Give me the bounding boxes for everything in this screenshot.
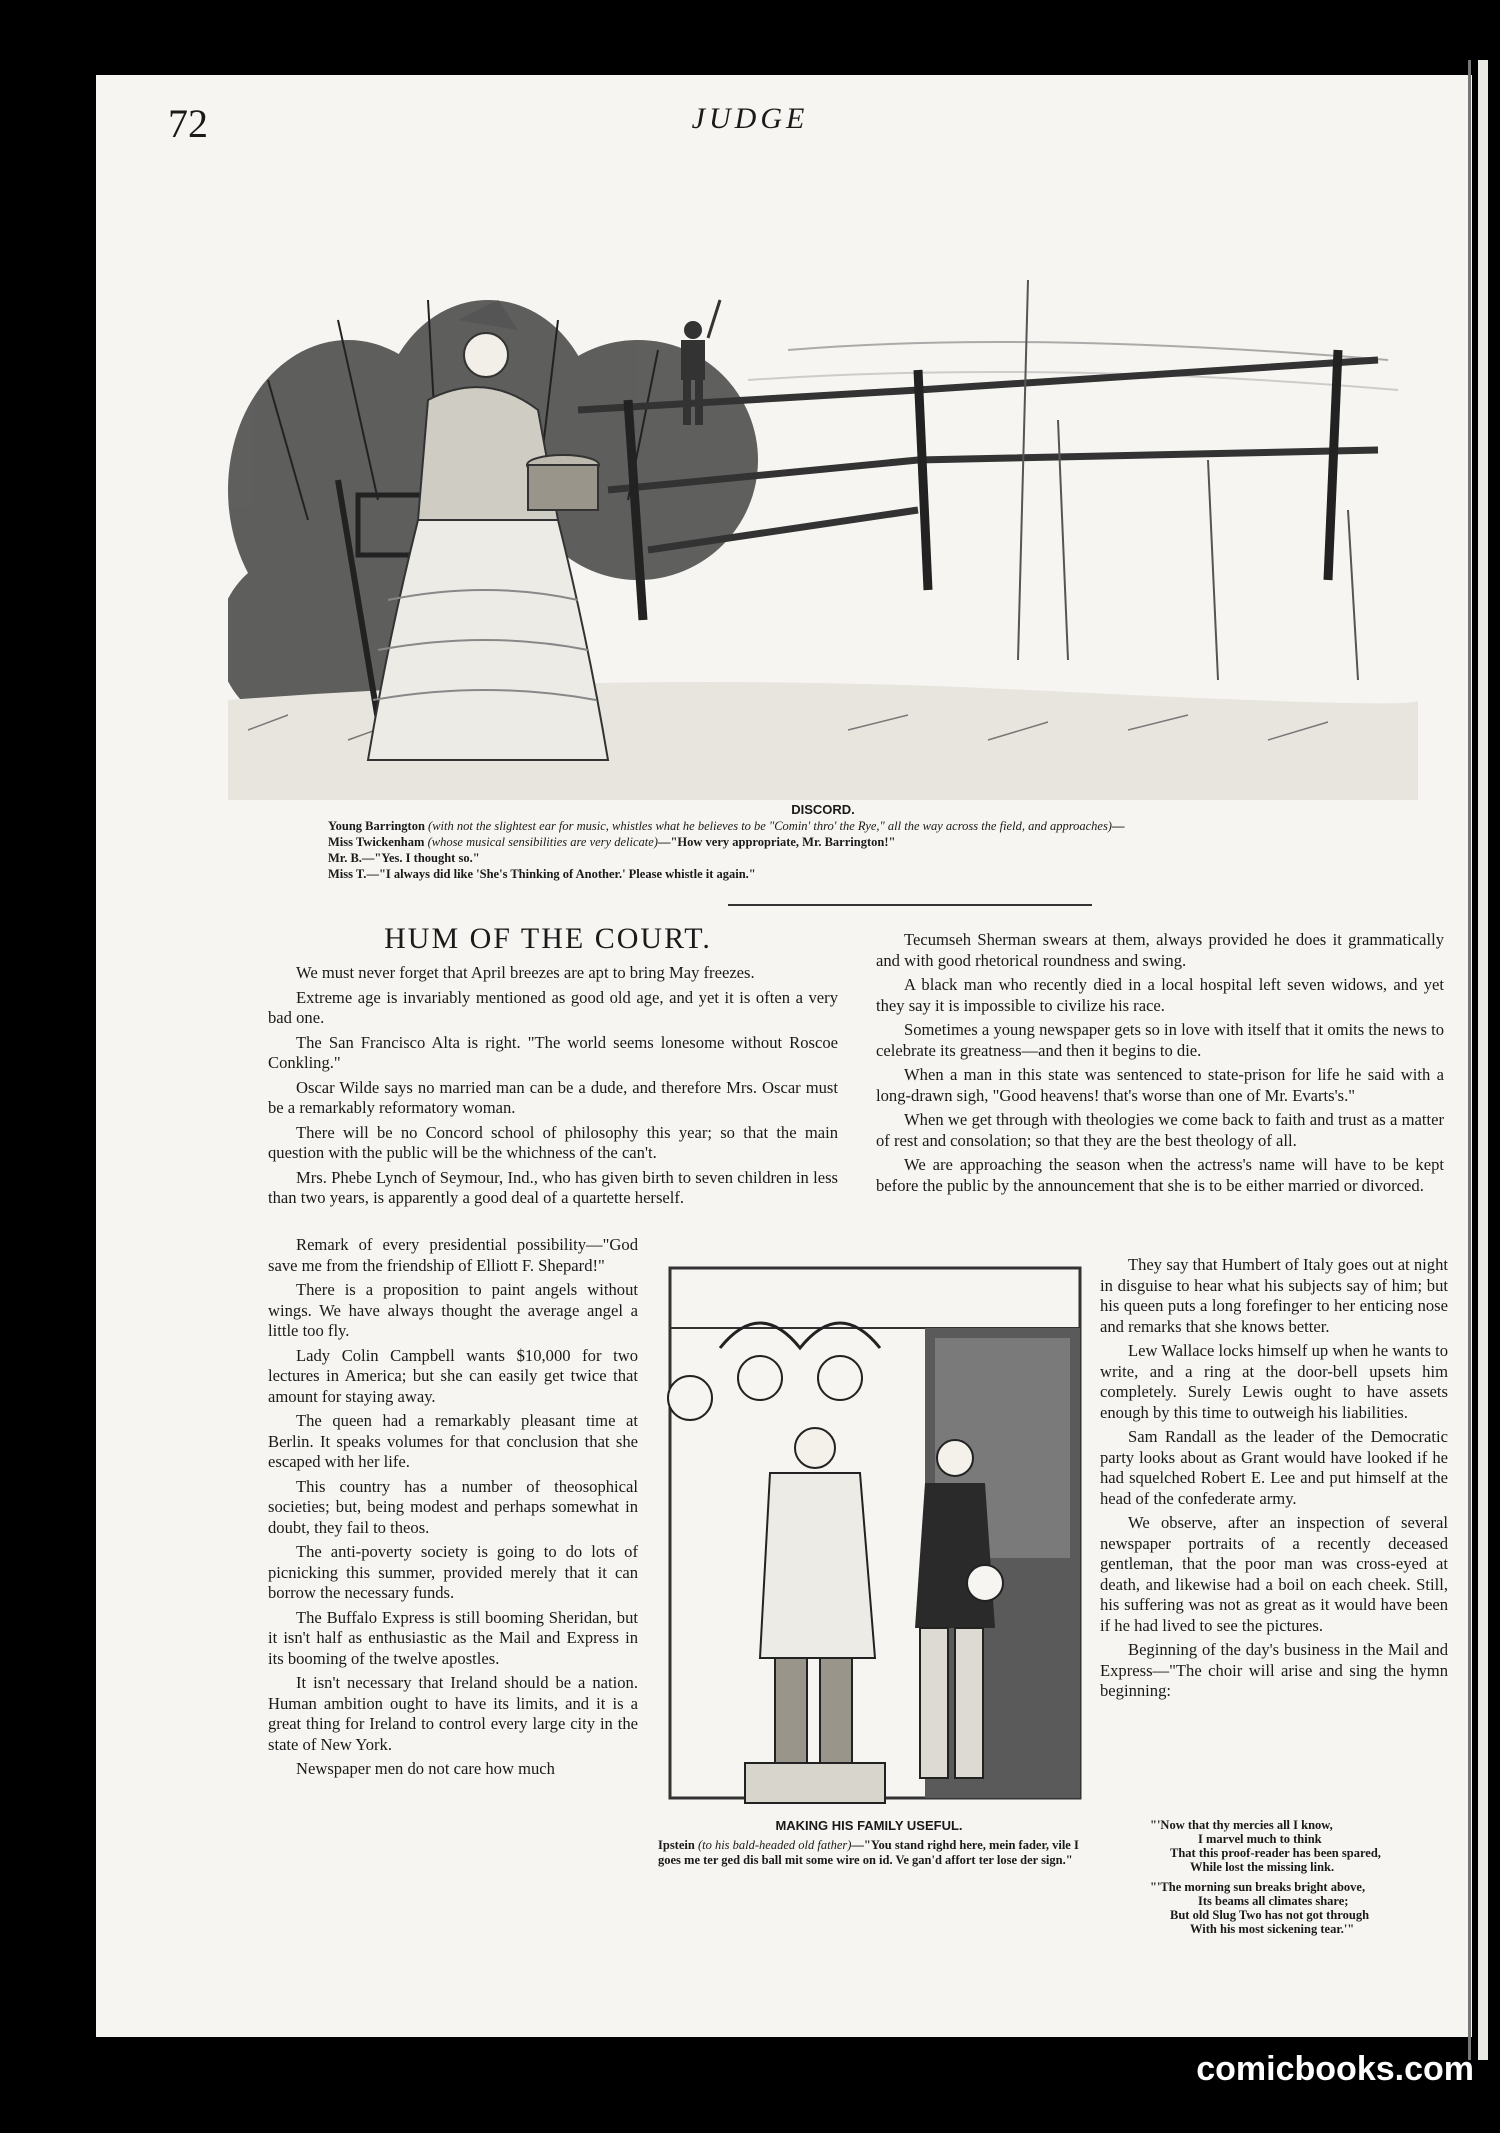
masthead: JUDGE	[691, 102, 809, 135]
family-useful-illustration	[650, 1258, 1088, 1814]
paragraph: The Buffalo Express is still booming Sheridan, but it isn't half as enthusiastic as the Mail and Express in its booming of the twelve apostles.	[268, 1607, 638, 1668]
family-useful-caption-text	[658, 1838, 1098, 1868]
paragraph: It isn't necessary that Ireland should be a nation. Human ambition ought to have its limits, and it is a great thing for Ireland to control every large city in the state of New York.	[268, 1673, 638, 1754]
page-edge-shadow	[1468, 60, 1471, 2060]
discord-illustration	[228, 260, 1418, 800]
paragraph: Remark of every presidential possibility—"God save me from the friendship of Elliott F. Shepard!"	[268, 1235, 638, 1275]
family-useful-caption-title: MAKING HIS FAMILY USEFUL.	[775, 1818, 963, 1833]
caption-speaker: Young Barrington	[328, 819, 425, 833]
caption-line-1	[328, 818, 1428, 834]
caption-line-3	[328, 850, 1428, 866]
paragraph: Extreme age is invariably mentioned as good old age, and yet it is often a very bad one.	[268, 987, 838, 1027]
column-2-narrow	[1100, 1255, 1448, 1706]
paragraph: Lew Wallace locks himself up when he wants to write, and a ring at the door-bell upsets him completely. Surely Lewis ought to have assets enough by this time to outweigh his liabilities.	[1100, 1341, 1449, 1422]
paragraph: We must never forget that April breezes are apt to bring May freezes.	[296, 963, 755, 982]
caption-speech: —"I always did like 'She's Thinking of Another.' Please whistle it again."	[366, 867, 756, 881]
caption-speech: —"Yes. I thought so."	[361, 851, 480, 865]
paragraph: We observe, after an inspection of several newspaper portraits of a recently deceased gentleman, that the poor man was cross-eyed at death, and likewise had a boil on each cheek. Still, his suffering was not as great as it would have been if he had lived to see the pictures.	[1100, 1513, 1448, 1635]
column-2-top	[876, 930, 1444, 1200]
paragraph: Sam Randall as the leader of the Democratic party looks about as Grant would have looked if he had squelched Robert E. Lee and put himself at the head of the confederate army.	[1100, 1427, 1448, 1508]
paragraph: When we get through with theologies we come back to faith and trust as a matter of rest and consolation; so that they are the best theology of all.	[876, 1110, 1444, 1150]
paragraph: They say that Humbert of Italy goes out at night in disguise to hear what his subjects say of him; but his queen puts a long forefinger to her enticing nose and remarks that she knows better.	[1100, 1255, 1448, 1336]
discord-caption-text	[328, 818, 1428, 882]
section-title: HUM OF THE COURT.	[384, 922, 712, 955]
caption-line-4	[328, 866, 1428, 882]
next-page-edge	[1478, 60, 1488, 2060]
poem-line: With his most sickening tear.'"	[1190, 1922, 1355, 1936]
paragraph: The queen had a remarkably pleasant time at Berlin. It speaks volumes for that conclusion that she escaped with her life.	[268, 1411, 638, 1471]
paragraph: This country has a number of theosophical societies; but, being modest and perhaps somewhat in doubt, they fail to theos.	[268, 1476, 638, 1537]
caption-aside: (whose musical sensibilities are very delicate)	[427, 835, 658, 849]
poem-line: Its beams all climates share;	[1198, 1894, 1349, 1908]
paragraph: Tecumseh Sherman swears at them, always provided he does it grammatically and with good rhetorical roundness and swing.	[876, 930, 1444, 970]
paragraph: There is a proposition to paint angels without wings. We have always thought the average angel a little too fly.	[268, 1280, 638, 1340]
poem-line: "'Now that thy mercies all I know,	[1150, 1818, 1333, 1832]
caption-line-2	[328, 834, 1428, 850]
caption-aside: (with not the slightest ear for music, whistles what he believes to be "Comin' thro' the Rye," all the way across the field, and approaches)	[428, 819, 1112, 833]
watermark: comicbooks.com	[1196, 2050, 1474, 2088]
poem-line: While lost the missing link.	[1190, 1860, 1335, 1874]
section-divider	[728, 904, 1092, 906]
discord-caption-title: DISCORD.	[791, 802, 855, 817]
caption-speaker: Mr. B.	[328, 851, 362, 865]
paragraph: A black man who recently died in a local hospital left seven widows, and yet they say it is impossible to civilize his race.	[876, 975, 1444, 1015]
caption-speaker: Miss Twickenham	[328, 835, 425, 849]
poem-line: I marvel much to think	[1198, 1832, 1322, 1846]
poem-line: But old Slug Two has not got through	[1170, 1908, 1370, 1922]
caption-speech: —"How very appropriate, Mr. Barrington!"	[657, 835, 896, 849]
caption-speech: —	[1111, 819, 1125, 833]
paragraph: There will be no Concord school of philosophy this year; so that the main question with the public will be the whichness of the can't.	[268, 1122, 838, 1162]
poem-line: That this proof-reader has been spared,	[1170, 1846, 1381, 1860]
paragraph: We are approaching the season when the actress's name will have to be kept before the public by the announcement that she is to be either married or divorced.	[876, 1155, 1444, 1195]
hymn-stanza-2	[1150, 1880, 1450, 1936]
paragraph: Sometimes a young newspaper gets so in love with itself that it omits the news to celebrate its greatness—and then it begins to die.	[876, 1020, 1444, 1060]
caption-speaker: Miss T.	[328, 867, 367, 881]
page-number: 72	[168, 101, 208, 146]
poem-line: "'The morning sun breaks bright above,	[1150, 1880, 1366, 1894]
caption-speaker: Ipstein	[658, 1838, 695, 1852]
caption-aside: (to his bald-headed old father)	[697, 1838, 852, 1852]
paragraph: Oscar Wilde says no married man can be a dude, and therefore Mrs. Oscar must be a remarkably reformatory woman.	[268, 1077, 838, 1117]
paragraph: When a man in this state was sentenced to state-prison for life he said with a long-drawn sigh, "Good heavens! that's worse than one of Mr. Evarts's."	[876, 1065, 1444, 1105]
paragraph: The anti-poverty society is going to do lots of picnicking this summer, provided merely that it can borrow the necessary funds.	[268, 1542, 638, 1602]
paragraph: The San Francisco Alta is right. "The world seems lonesome without Roscoe Conkling."	[268, 1032, 838, 1072]
caption-speech: —"You stand righd here, mein fader, vile I goes me ter ged dis ball mit some wire on id. Ve gan'd affort ter lose der sign."	[658, 1838, 1079, 1867]
paragraph: Newspaper men do not care how much	[296, 1759, 555, 1778]
column-1-top	[268, 963, 838, 1213]
paragraph: Lady Colin Campbell wants $10,000 for two lectures in America; but she can easily get twice that amount for staying away.	[268, 1345, 638, 1406]
column-1-narrow	[268, 1235, 638, 1784]
paragraph: Mrs. Phebe Lynch of Seymour, Ind., who has given birth to seven children in less than two years, is apparently a good deal of a quartette herself.	[268, 1167, 838, 1207]
paragraph: Beginning of the day's business in the Mail and Express—"The choir will arise and sing the hymn beginning:	[1100, 1640, 1448, 1700]
hymn-stanza-1	[1150, 1818, 1450, 1874]
